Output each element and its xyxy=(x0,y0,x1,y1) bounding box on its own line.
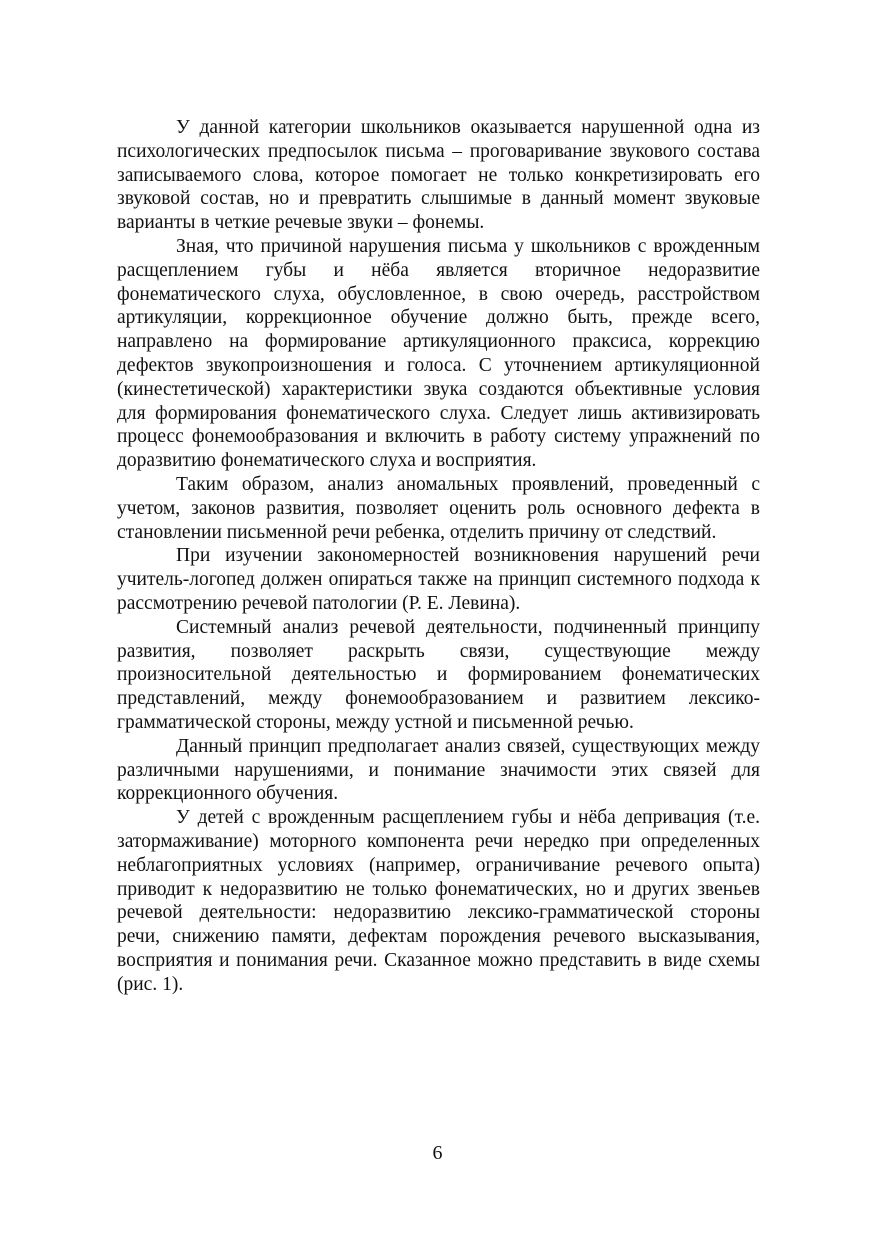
paragraph-2: Зная, что причиной нарушения письма у школьников с врожденным расщеплением губы и нёба является вторичное недоразвитие фонематического слуха, обусловленное, в свою очередь, расстройством артикуляции, коррекционное обучение должно быть, прежде всего, направлено на формирование артикуляционного праксиса, коррекцию дефектов звукопроизношения и голоса. С уточнением артикуляционной (кинестетической) характеристики звука создаются объективные условия для формирования фонематического слуха. Следует лишь активизировать процесс фонемообразования и включить в работу систему упражнений по доразвитию фонематического слуха и восприятия. xyxy=(117,235,760,472)
paragraph-3: Таким образом, анализ аномальных проявлений, проведенный с учетом, законов развития, позволяет оценить роль основного дефекта в становлении письменной речи ребенка, отделить причину от следствий. xyxy=(117,473,760,543)
body-text xyxy=(117,116,760,996)
page-number: 6 xyxy=(432,1142,443,1164)
paragraph-7: У детей с врожденным расщеплением губы и нёба депривация (т.е. затормаживание) моторного компонента речи нередко при определенных неблагоприятных условиях (например, ограничивание речевого опыта) приводит к недоразвитию не только фонематических, но и других звеньев речевой деятельности: недоразвитию лексико-грамматической стороны речи, снижению памяти, дефектам порождения речевого высказывания, восприятия и понимания речи. Сказанное можно представить в виде схемы (рис. 1). xyxy=(117,807,760,995)
paragraph-5: Системный анализ речевой деятельности, подчиненный принципу развития, позволяет раскрыть связи, существующие между произносительной деятельностью и формированием фонематических представлений, между фонемообразованием и развитием лексико-грамматической стороны, между устной и письменной речью. xyxy=(117,616,760,733)
paragraph-4: При изучении закономерностей возникновения нарушений речи учитель-логопед должен опираться также на принцип системного подхода к рассмотрению речевой патологии (Р. Е. Левина). xyxy=(117,545,760,614)
paragraph-6: Данный принцип предполагает анализ связей, существующих между различными нарушениями, и понимание значимости этих связей для коррекционного обучения. xyxy=(117,735,760,805)
paragraph-1: У данной категории школьников оказывается нарушенной одна из психологических предпосылок письма – проговаривание звукового состава записываемого слова, которое помогает не только конкретизировать его звуковой состав, но и превратить слышимые в данный момент звуковые варианты в четкие речевые звуки – фонемы. xyxy=(117,117,760,234)
